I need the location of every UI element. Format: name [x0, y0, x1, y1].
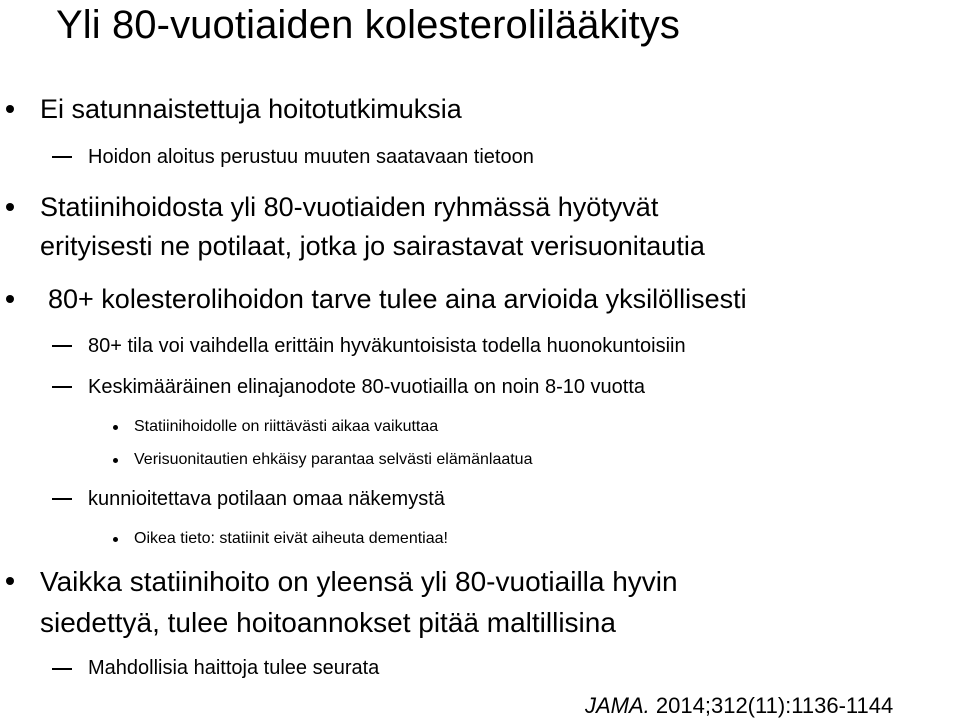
slide-title: Yli 80-vuotiaiden kolesterolilääkitys	[56, 3, 681, 47]
dash-icon	[52, 386, 72, 388]
sub-bullet-text: Keskimääräinen elinajanodote 80-vuotiailla on noin 8-10 vuotta	[88, 376, 646, 398]
sub-sub-bullet-text: Verisuonitautien ehkäisy parantaa selvästi elämänlaatua	[134, 451, 533, 468]
dash-icon	[52, 156, 72, 158]
dash-icon	[52, 345, 72, 347]
bullet-text: Ei satunnaistettuja hoitotutkimuksia	[40, 94, 462, 124]
citation-reference: 2014;312(11):1136-1144	[655, 693, 894, 718]
bullet-text: Vaikka statiinihoito on yleensä yli 80-vuotiailla hyvin	[40, 566, 678, 597]
sub-sub-bullet-icon	[113, 425, 118, 430]
bullet-icon	[6, 577, 14, 585]
sub-sub-bullet-icon	[113, 537, 118, 542]
sub-bullet-text: Hoidon aloitus perustuu muuten saatavaan tietoon	[88, 146, 534, 168]
bullet-text-continued: siedettyä, tulee hoitoannokset pitää maltillisina	[40, 607, 616, 638]
bullet-icon	[6, 295, 14, 303]
bullet-text: 80+ kolesterolihoidon tarve tulee aina arvioida yksilöllisesti	[48, 284, 747, 314]
bullet-text-continued: erityisesti ne potilaat, jotka jo sairastavat verisuonitautia	[40, 231, 705, 261]
sub-sub-bullet-text: Oikea tieto: statiinit eivät aiheuta dementiaa!	[134, 530, 448, 547]
dash-icon	[52, 668, 72, 670]
sub-sub-bullet-text: Statiinihoidolle on riittävästi aikaa vaikuttaa	[134, 418, 439, 435]
citation	[585, 692, 893, 720]
citation-journal: JAMA.	[585, 693, 650, 718]
bullet-text: Statiinihoidosta yli 80-vuotiaiden ryhmässä hyötyvät	[40, 192, 659, 222]
dash-icon	[52, 498, 72, 500]
sub-bullet-text: kunnioitettava potilaan omaa näkemystä	[88, 488, 445, 510]
sub-sub-bullet-icon	[113, 458, 118, 463]
sub-bullet-text: 80+ tila voi vaihdella erittäin hyväkuntoisista todella huonokuntoisiin	[88, 335, 686, 357]
bullet-icon	[6, 105, 14, 113]
sub-bullet-text: Mahdollisia haittoja tulee seurata	[88, 657, 380, 679]
bullet-icon	[6, 203, 14, 211]
